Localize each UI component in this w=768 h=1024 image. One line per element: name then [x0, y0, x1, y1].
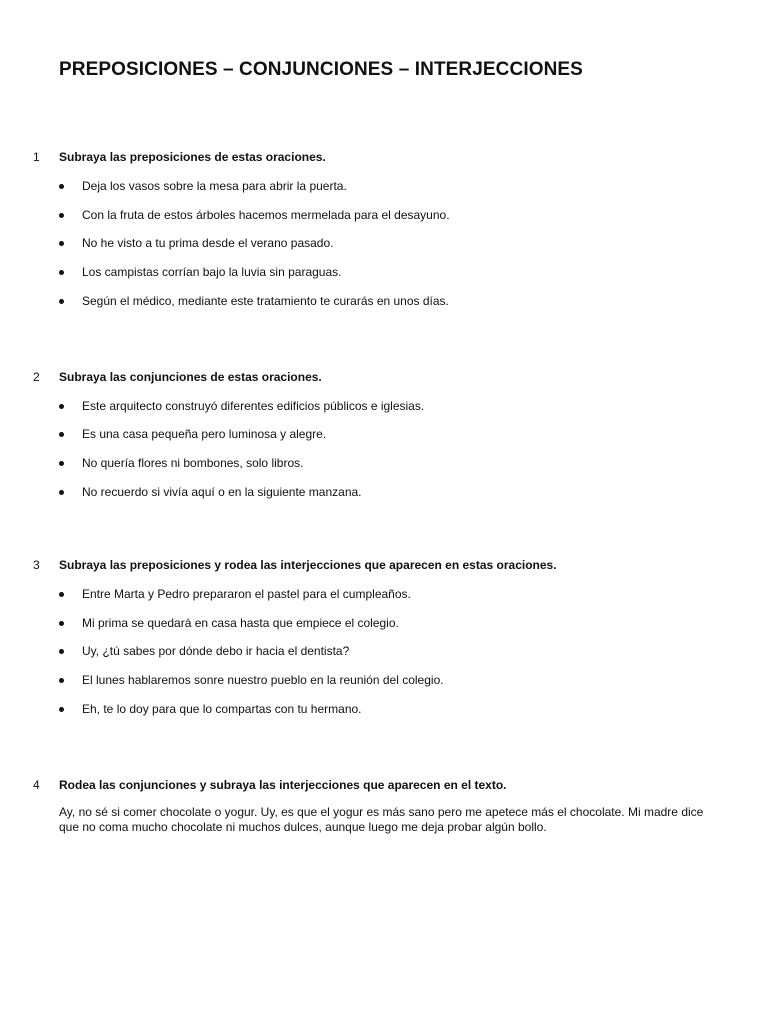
sentence-text: No he visto a tu prima desde el verano pasado.: [82, 236, 334, 250]
list-item: [59, 426, 719, 442]
bullet-icon: [59, 184, 64, 189]
bullet-icon: [59, 621, 64, 626]
bullet-icon: [59, 707, 64, 712]
list-item: [59, 643, 719, 659]
list-item: [59, 235, 719, 251]
bullet-icon: [59, 270, 64, 275]
list-item: [59, 455, 719, 471]
sentence-text: Según el médico, mediante este tratamiento te curarás en unos días.: [82, 294, 449, 308]
exercise-heading: Subraya las conjunciones de estas oraciones.: [59, 370, 322, 384]
list-item: [59, 586, 719, 602]
sentence-text: Con la fruta de estos árboles hacemos mermelada para el desayuno.: [82, 208, 450, 222]
list-item: [59, 672, 719, 688]
exercise-number: 2: [33, 370, 40, 384]
bullet-icon: [59, 213, 64, 218]
exercise-heading: Subraya las preposiciones y rodea las interjecciones que aparecen en estas oraciones.: [59, 558, 557, 572]
sentence-text: Eh, te lo doy para que lo compartas con tu hermano.: [82, 702, 362, 716]
exercise-heading: Rodea las conjunciones y subraya las interjecciones que aparecen en el texto.: [59, 778, 507, 792]
bullet-icon: [59, 432, 64, 437]
bullet-icon: [59, 241, 64, 246]
bullet-icon: [59, 592, 64, 597]
sentence-text: Deja los vasos sobre la mesa para abrir la puerta.: [82, 179, 347, 193]
bullet-icon: [59, 461, 64, 466]
bullet-icon: [59, 649, 64, 654]
exercise-number: 4: [33, 778, 40, 792]
sentence-text: Mi prima se quedará en casa hasta que empiece el colegio.: [82, 616, 399, 630]
bullet-icon: [59, 299, 64, 304]
exercise-heading: Subraya las preposiciones de estas oraciones.: [59, 150, 326, 164]
list-item: [59, 701, 719, 717]
list-item: [59, 207, 719, 223]
sentence-text: No quería flores ni bombones, solo libros.: [82, 456, 304, 470]
bullet-icon: [59, 490, 64, 495]
list-item: [59, 484, 719, 500]
bullet-icon: [59, 678, 64, 683]
list-item: [59, 615, 719, 631]
list-item: [59, 293, 719, 309]
list-item: [59, 264, 719, 280]
bullet-icon: [59, 404, 64, 409]
sentence-text: Uy, ¿tú sabes por dónde debo ir hacia el dentista?: [82, 644, 350, 658]
exercise-number: 3: [33, 558, 40, 572]
sentence-text: El lunes hablaremos sonre nuestro pueblo en la reunión del colegio.: [82, 673, 444, 687]
sentence-text: Entre Marta y Pedro prepararon el pastel para el cumpleaños.: [82, 587, 411, 601]
exercise-number: 1: [33, 150, 40, 164]
sentence-text: Es una casa pequeña pero luminosa y alegre.: [82, 427, 327, 441]
exercise-paragraph: Ay, no sé si comer chocolate o yogur. Uy, es que el yogur es más sano pero me apetece más el chocolate. Mi madre dice que no coma mucho chocolate ni muchos dulces, aunque luego me deja probar algún bollo.: [59, 805, 704, 834]
page-title: PREPOSICIONES – CONJUNCIONES – INTERJECCIONES: [59, 59, 583, 80]
list-item: [59, 398, 719, 414]
list-item: [59, 178, 719, 194]
sentence-text: Este arquitecto construyó diferentes edificios públicos e iglesias.: [82, 399, 425, 413]
sentence-text: No recuerdo si vivía aquí o en la siguiente manzana.: [82, 485, 362, 499]
sentence-text: Los campistas corrían bajo la luvia sin paraguas.: [82, 265, 342, 279]
